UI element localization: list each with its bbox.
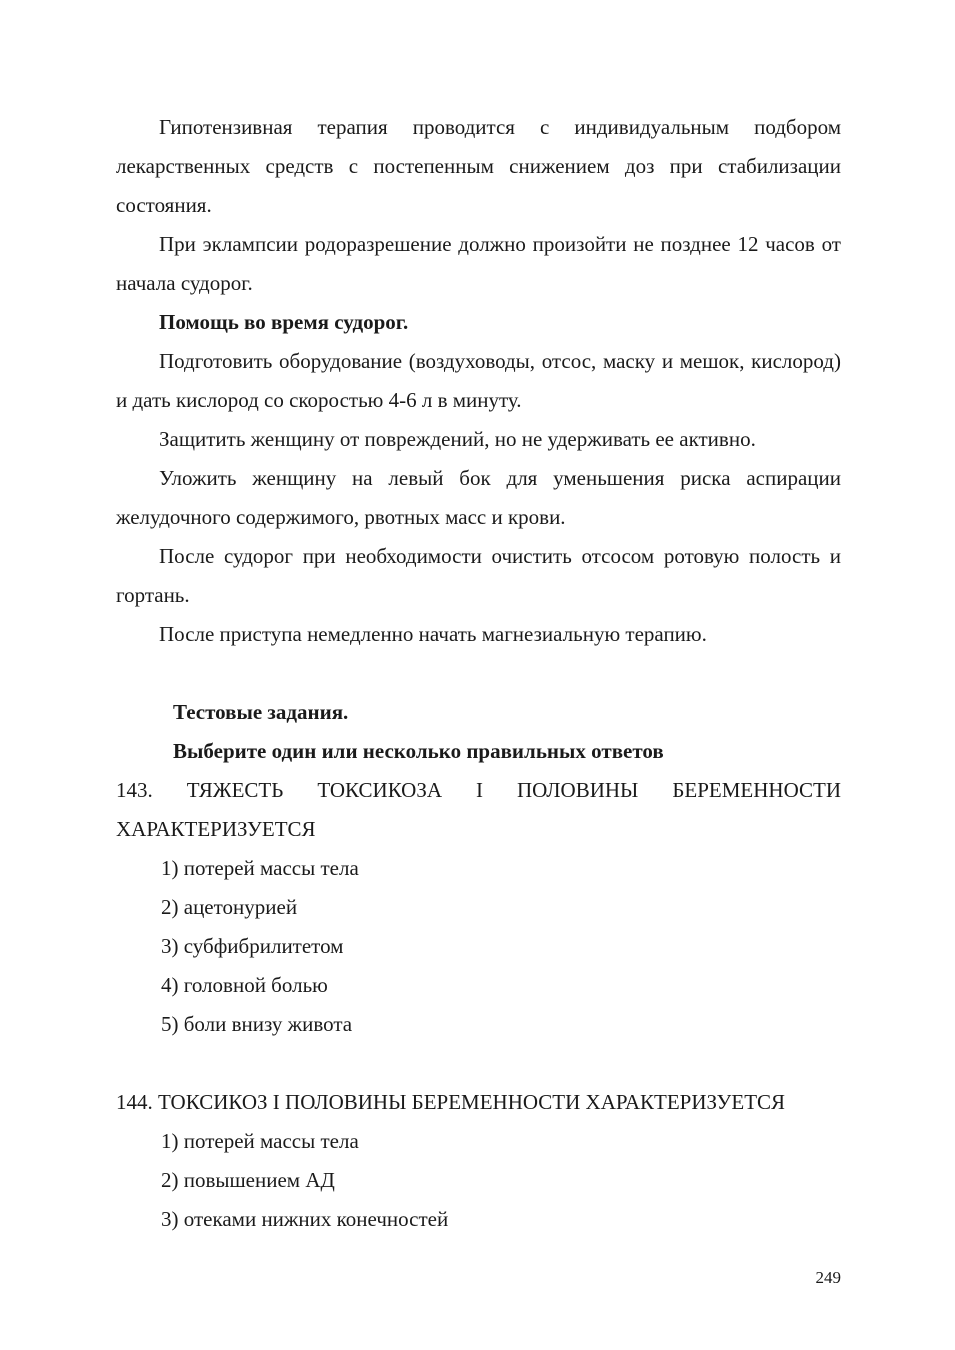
answer-option: 2) ацетонурией <box>161 895 298 919</box>
answer-option: 4) головной болью <box>161 973 328 997</box>
question-144 <box>116 1083 841 1239</box>
answer-option: 1) потерей массы тела <box>161 1129 359 1153</box>
answer-options <box>116 849 841 1044</box>
question-143 <box>116 771 841 1044</box>
answer-options <box>116 1122 841 1239</box>
spacer <box>116 1044 841 1083</box>
paragraph-clear-airway: После судорог при необходимости очистить отсосом ротовую полость и гортань. <box>116 544 841 607</box>
answer-option: 2) повышением АД <box>161 1168 335 1192</box>
spacer <box>116 654 841 693</box>
answer-option: 3) субфибрилитетом <box>161 934 344 958</box>
answer-option: 5) боли внизу живота <box>161 1012 353 1036</box>
document-page <box>116 108 841 1239</box>
paragraph-magnesia-therapy: После приступа немедленно начать магнезиальную терапию. <box>159 622 707 646</box>
paragraph-left-side: Уложить женщину на левый бок для уменьшения риска аспирации желудочного содержимого, рвотных масс и крови. <box>116 466 841 529</box>
paragraph-eclampsia-delivery: При эклампсии родоразрешение должно произойти не позднее 12 часов от начала судорог. <box>116 232 841 295</box>
answer-option: 3) отеками нижних конечностей <box>161 1207 449 1231</box>
tests-heading: Тестовые задания. <box>173 700 349 724</box>
question-text: 143. ТЯЖЕСТЬ ТОКСИКОЗА I ПОЛОВИНЫ БЕРЕМЕННОСТИ ХАРАКТЕРИЗУЕТСЯ <box>116 778 841 841</box>
answer-option: 1) потерей массы тела <box>161 856 359 880</box>
question-text: 144. ТОКСИКОЗ I ПОЛОВИНЫ БЕРЕМЕННОСТИ ХАРАКТЕРИЗУЕТСЯ <box>116 1090 786 1114</box>
paragraph-prepare-equipment: Подготовить оборудование (воздуховоды, отсос, маску и мешок, кислород) и дать кислород со скоростью 4-6 л в минуту. <box>116 349 841 412</box>
seizure-help-heading: Помощь во время судорог. <box>159 310 409 334</box>
tests-instruction: Выберите один или несколько правильных ответов <box>173 739 664 763</box>
paragraph-hypotensive-therapy: Гипотензивная терапия проводится с индивидуальным подбором лекарственных средств с постепенным снижением доз при стабилизации состояния. <box>116 115 841 217</box>
page-number: 249 <box>815 1268 841 1287</box>
paragraph-protect-woman: Защитить женщину от повреждений, но не удерживать ее активно. <box>159 427 756 451</box>
